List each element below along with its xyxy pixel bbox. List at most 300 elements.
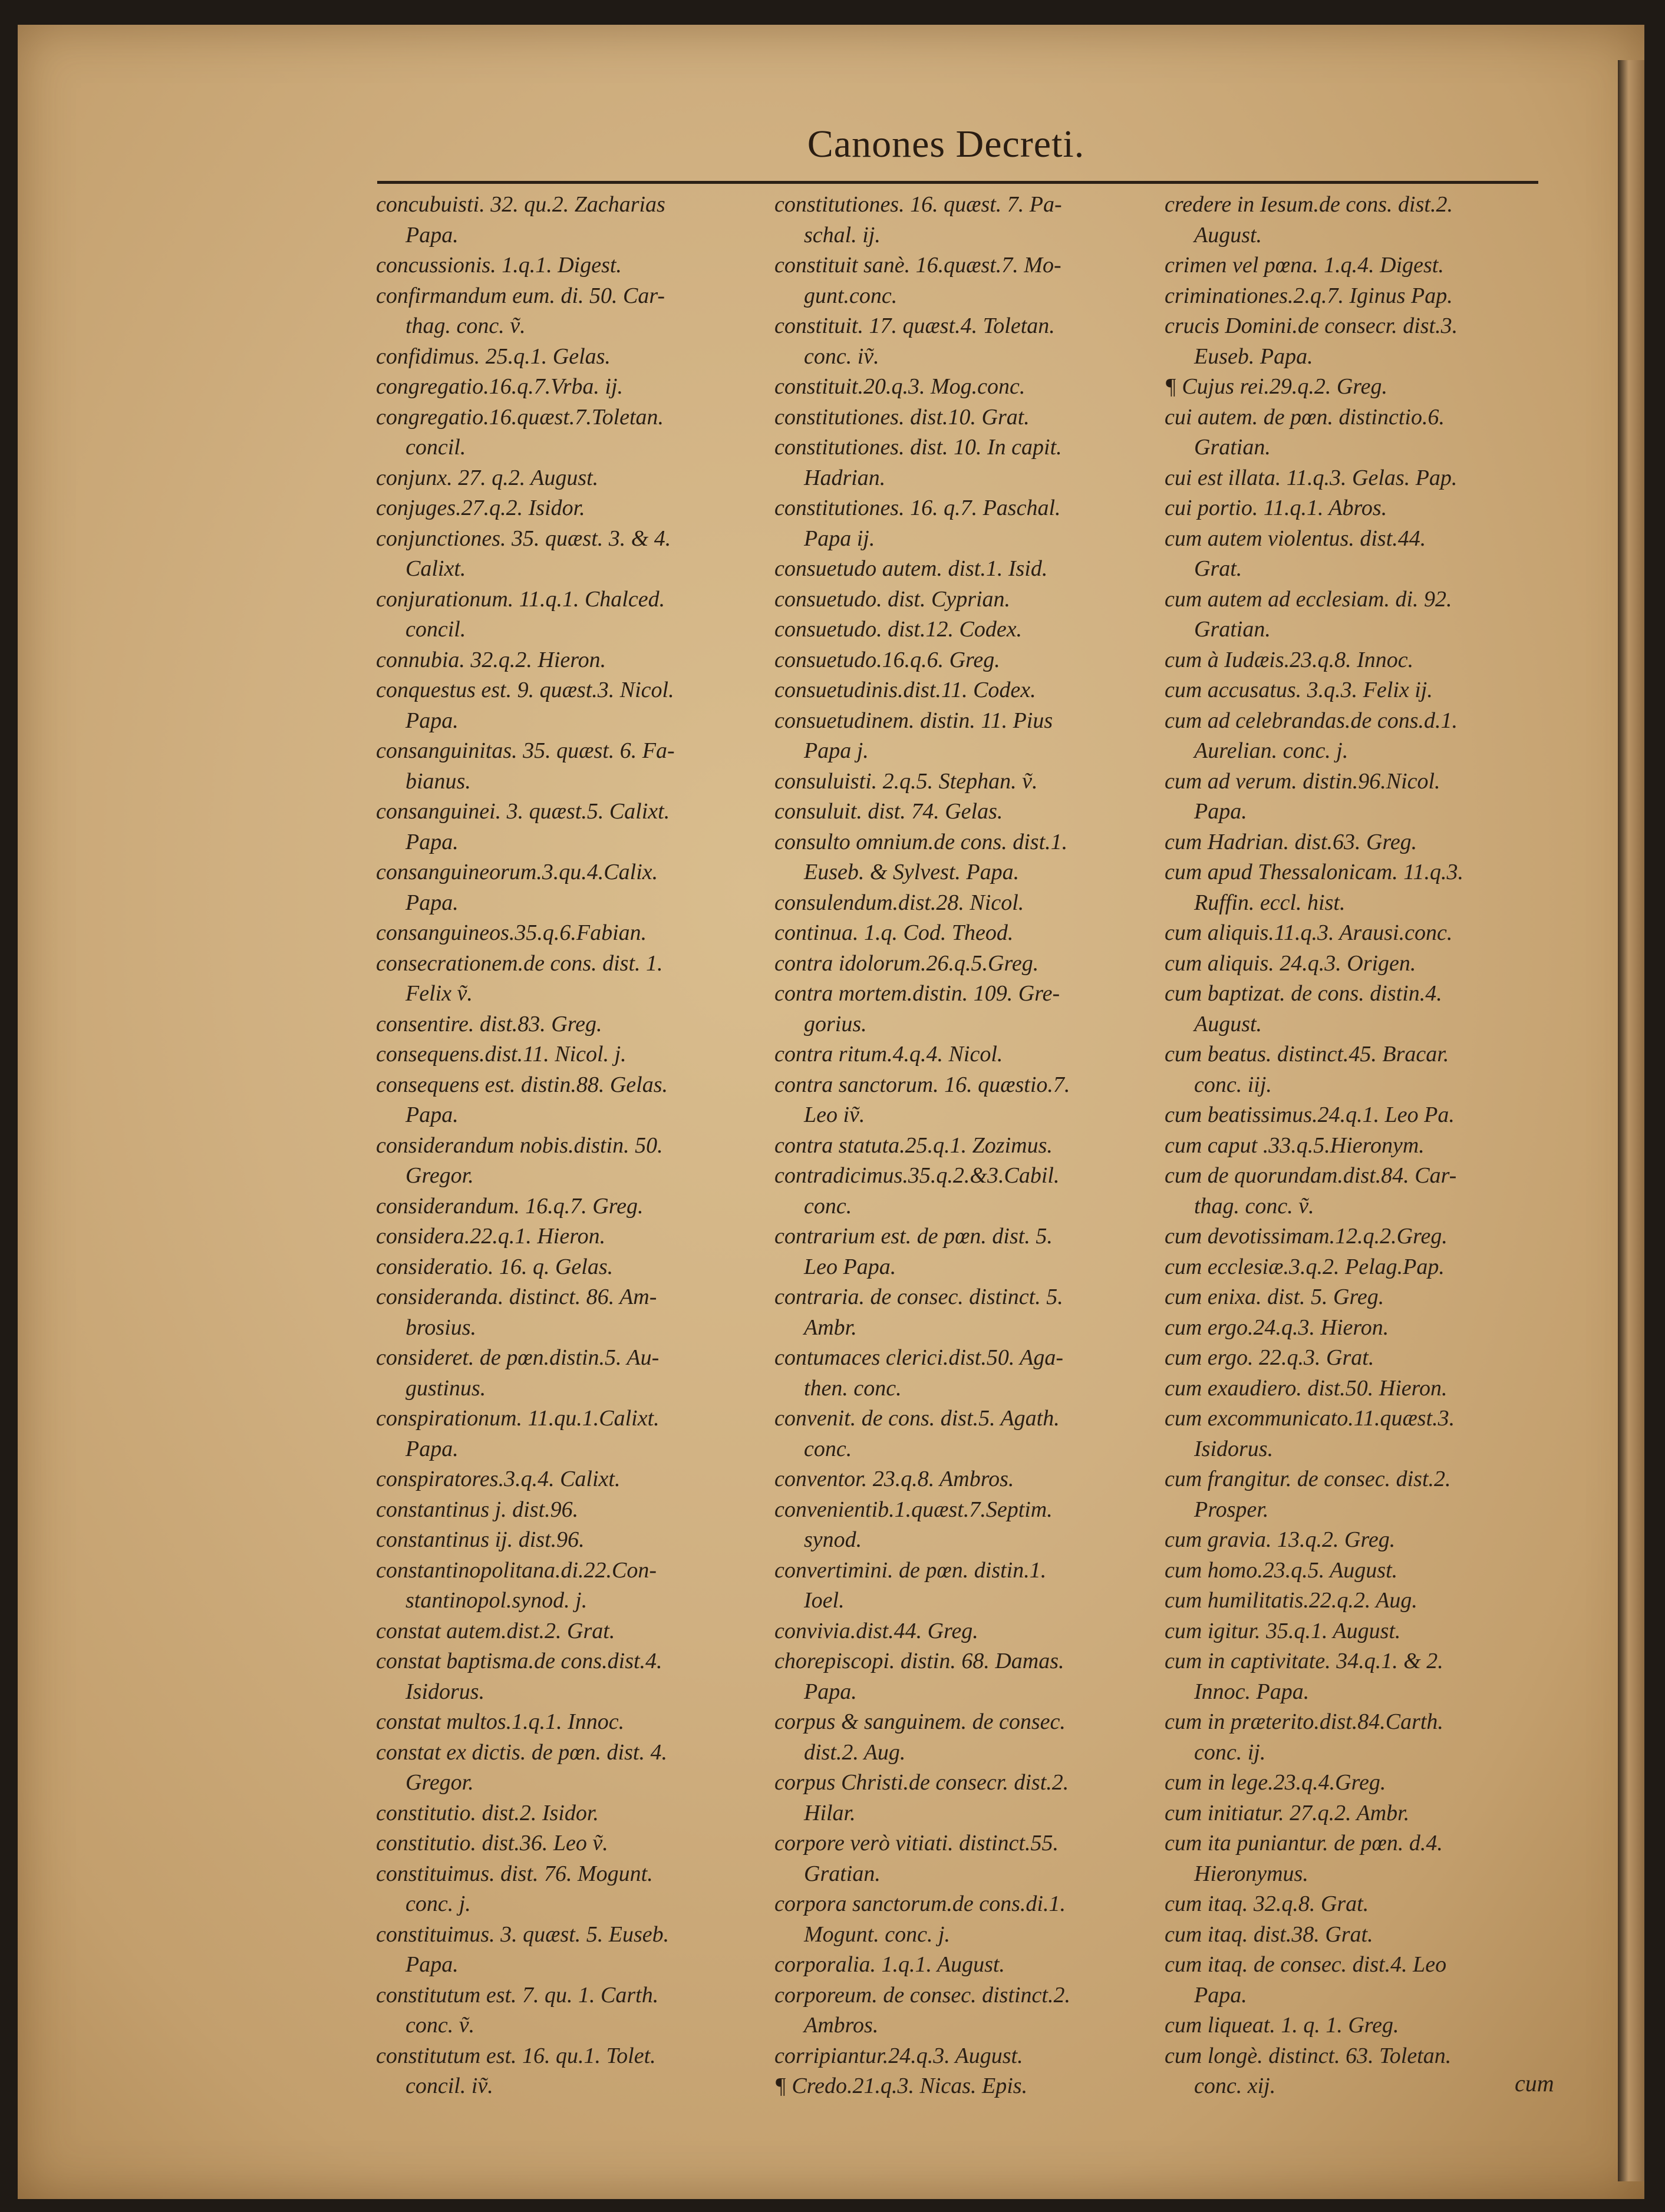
entry-line: consequens.dist.11. Nicol. j.	[376, 1042, 627, 1067]
entry-line: constituimus. 3. quæst. 5. Euseb.	[376, 1922, 670, 1947]
entry-line: convertimini. de pœn. distin.1.	[774, 1557, 1047, 1583]
index-entry	[376, 1495, 765, 1526]
index-entry	[774, 1161, 1163, 1221]
entry-line: constantinus j. dist.96.	[376, 1497, 579, 1522]
entry-continuation: Papa.	[1194, 799, 1247, 824]
index-entry	[376, 949, 765, 1009]
index-entry	[1165, 1768, 1554, 1798]
entry-line: consuetudo.16.q.6. Greg.	[774, 647, 1000, 672]
index-entry	[1165, 1556, 1554, 1586]
entry-line: cum in præterito.dist.84.Carth.	[1165, 1709, 1443, 1734]
entry-line: convenientib.1.quæst.7.Septim.	[774, 1497, 1053, 1522]
entry-line: constitutiones. 16. quæst. 7. Pa-	[774, 192, 1062, 217]
index-entry	[376, 342, 765, 372]
entry-continuation: schal. ij.	[804, 222, 881, 247]
index-entry	[774, 767, 1163, 797]
entry-line: corpora sanctorum.de cons.di.1.	[774, 1891, 1066, 1916]
index-entry	[376, 675, 765, 736]
entry-line: considerandum nobis.distin. 50.	[376, 1133, 663, 1158]
entry-line: cum devotissimam.12.q.2.Greg.	[1165, 1224, 1448, 1249]
entry-line: consanguineorum.3.qu.4.Calix.	[376, 860, 658, 884]
entry-line: constantinopolitana.di.22.Con-	[376, 1557, 657, 1583]
index-entry	[1165, 706, 1554, 767]
entry-line: consanguinitas. 35. quæst. 6. Fa-	[376, 738, 675, 763]
entry-continuation: August.	[1194, 1011, 1262, 1036]
entry-line: cum aliquis. 24.q.3. Origen.	[1165, 950, 1416, 976]
index-entry	[376, 1191, 765, 1222]
index-entry	[774, 585, 1163, 615]
index-entry	[1165, 675, 1554, 706]
entry-continuation: gunt.conc.	[804, 283, 898, 308]
index-entry	[1165, 1707, 1554, 1768]
entry-line: conquestus est. 9. quæst.3. Nicol.	[376, 678, 674, 702]
index-column-left	[376, 190, 765, 2102]
index-entry	[774, 433, 1163, 493]
book-page	[18, 25, 1644, 2199]
index-entry	[774, 311, 1163, 372]
entry-continuation: Papa.	[804, 1679, 857, 1704]
entry-continuation: brosius.	[405, 1315, 477, 1340]
entry-continuation: Papa.	[405, 1102, 459, 1127]
entry-line: cum initiatur. 27.q.2. Ambr.	[1165, 1800, 1410, 1825]
entry-line: constat autem.dist.2. Grat.	[376, 1618, 615, 1643]
index-entry	[1165, 1950, 1554, 2010]
entry-line: consideratio. 16. q. Gelas.	[376, 1254, 614, 1279]
index-entry	[376, 918, 765, 949]
entry-line: consecrationem.de cons. dist. 1.	[376, 950, 663, 976]
entry-line: consulendum.dist.28. Nicol.	[774, 890, 1024, 915]
entry-line: cum beatus. distinct.45. Bracar.	[1165, 1042, 1449, 1067]
index-entry	[1165, 979, 1554, 1039]
entry-line: cum ad celebrandas.de cons.d.1.	[1165, 708, 1458, 733]
entry-line: cum excommunicato.11.quæst.3.	[1165, 1406, 1455, 1431]
entry-line: considera.22.q.1. Hieron.	[376, 1224, 606, 1249]
entry-line: consuetudinem. distin. 11. Pius	[774, 708, 1053, 733]
index-entry	[1165, 857, 1554, 918]
entry-continuation: Ioel.	[804, 1588, 845, 1613]
entry-line: criminationes.2.q.7. Iginus Pap.	[1165, 283, 1453, 308]
entry-line: cum Hadrian. dist.63. Greg.	[1165, 829, 1417, 854]
index-entry	[774, 1282, 1163, 1343]
index-entry	[1165, 1100, 1554, 1131]
index-entry	[1165, 2010, 1554, 2041]
entry-line: cum caput .33.q.5.Hieronym.	[1165, 1133, 1425, 1158]
entry-line: corpore verò vitiati. distinct.55.	[774, 1831, 1059, 1856]
index-entry	[1165, 1525, 1554, 1556]
entry-line: conjunctiones. 35. quæst. 3. & 4.	[376, 526, 671, 551]
entry-line: cum ergo.24.q.3. Hieron.	[1165, 1315, 1389, 1340]
entry-line: connubia. 32.q.2. Hieron.	[376, 647, 606, 672]
entry-line: cum homo.23.q.5. August.	[1165, 1557, 1398, 1583]
index-entry	[774, 1039, 1163, 1070]
index-entry	[376, 645, 765, 676]
index-entry	[774, 615, 1163, 645]
index-entry	[1165, 1404, 1554, 1464]
entry-continuation: Grat.	[1194, 556, 1242, 581]
index-entry	[1165, 1252, 1554, 1283]
entry-continuation: Innoc. Papa.	[1194, 1679, 1310, 1704]
entry-continuation: Gregor.	[405, 1770, 474, 1795]
entry-line: cum frangitur. de consec. dist.2.	[1165, 1467, 1451, 1491]
index-entry	[774, 1404, 1163, 1464]
entry-line: convivia.dist.44. Greg.	[774, 1618, 978, 1643]
entry-continuation: Papa.	[405, 708, 459, 733]
entry-continuation: Papa.	[405, 890, 459, 915]
entry-line: cui portio. 11.q.1. Abros.	[1165, 496, 1387, 520]
entry-continuation: conc. ij.	[1194, 1739, 1266, 1765]
entry-line: cum ad verum. distin.96.Nicol.	[1165, 768, 1440, 794]
entry-line: consanguinei. 3. quæst.5. Calixt.	[376, 799, 670, 824]
entry-line: ¶ Credo.21.q.3. Nicas. Epis.	[774, 2074, 1028, 2098]
entry-continuation: dist.2. Aug.	[804, 1739, 906, 1765]
entry-line: congregatio.16.q.7.Vrba. ij.	[376, 374, 624, 399]
entry-line: credere in Iesum.de cons. dist.2.	[1165, 192, 1453, 217]
entry-line: constat baptisma.de cons.dist.4.	[376, 1649, 662, 1673]
entry-line: corpus Christi.de consecr. dist.2.	[774, 1770, 1069, 1795]
index-entry	[376, 585, 765, 645]
entry-line: contradicimus.35.q.2.&3.Cabil.	[774, 1163, 1060, 1188]
entry-line: contumaces clerici.dist.50. Aga-	[774, 1345, 1064, 1370]
index-entry	[1165, 1464, 1554, 1525]
index-entry	[774, 706, 1163, 767]
entry-line: conjurationum. 11.q.1. Chalced.	[376, 586, 665, 612]
entry-line: cum accusatus. 3.q.3. Felix ij.	[1165, 678, 1433, 702]
index-entry	[1165, 645, 1554, 676]
index-entry	[774, 1616, 1163, 1647]
entry-line: conjunx. 27. q.2. August.	[376, 465, 599, 490]
entry-line: contra idolorum.26.q.5.Greg.	[774, 950, 1039, 976]
index-entry	[774, 493, 1163, 554]
index-entry	[774, 797, 1163, 827]
index-column-right	[1165, 190, 1554, 2102]
index-entry	[376, 1131, 765, 1191]
entry-continuation: Ambros.	[804, 2013, 879, 2038]
index-entry	[1165, 1616, 1554, 1647]
entry-line: cum apud Thessalonicam. 11.q.3.	[1165, 860, 1463, 884]
index-entry	[774, 190, 1163, 250]
index-entry	[1165, 585, 1554, 645]
entry-line: crimen vel pœna. 1.q.4. Digest.	[1165, 253, 1444, 278]
index-entry	[376, 402, 765, 463]
entry-line: constantinus ij. dist.96.	[376, 1527, 585, 1552]
index-entry	[376, 190, 765, 250]
entry-line: concussionis. 1.q.1. Digest.	[376, 253, 622, 278]
entry-line: cum itaq. de consec. dist.4. Leo	[1165, 1952, 1447, 1977]
entry-line: cum autem ad ecclesiam. di. 92.	[1165, 586, 1452, 612]
entry-line: congregatio.16.quæst.7.Toletan.	[376, 404, 664, 430]
entry-continuation: conc.	[804, 1436, 852, 1461]
entry-continuation: Calixt.	[405, 556, 466, 581]
header-rule	[377, 181, 1538, 184]
index-entry	[1165, 524, 1554, 585]
entry-line: constat multos.1.q.1. Innoc.	[376, 1709, 625, 1734]
catchword: cum	[1515, 2070, 1554, 2097]
index-entry	[376, 1282, 765, 1343]
entry-line: cum baptizat. de cons. distin.4.	[1165, 981, 1442, 1006]
entry-line: constitutio. dist.36. Leo ṽ.	[376, 1831, 608, 1856]
entry-line: cum autem violentus. dist.44.	[1165, 526, 1426, 551]
entry-continuation: Leo Papa.	[804, 1254, 896, 1279]
index-entry	[376, 797, 765, 857]
index-entry	[774, 1889, 1163, 1950]
entry-continuation: Gratian.	[1194, 617, 1271, 642]
entry-continuation: Papa.	[405, 1952, 459, 1977]
entry-continuation: thag. conc. ṽ.	[405, 313, 526, 338]
index-entry	[1165, 918, 1554, 949]
index-entry	[376, 250, 765, 281]
index-entry	[774, 645, 1163, 676]
entry-continuation: Gratian.	[804, 1861, 881, 1886]
entry-line: cum ecclesiæ.3.q.2. Pelag.Pap.	[1165, 1254, 1445, 1279]
entry-continuation: concil. iṽ.	[405, 2074, 493, 2098]
entry-continuation: conc. j.	[405, 1891, 471, 1916]
entry-line: conventor. 23.q.8. Ambros.	[774, 1467, 1014, 1491]
index-entry	[1165, 1798, 1554, 1829]
entry-line: consideranda. distinct. 86. Am-	[376, 1285, 657, 1309]
index-entry	[376, 1221, 765, 1252]
entry-continuation: then. conc.	[804, 1375, 902, 1401]
entry-continuation: gustinus.	[405, 1375, 486, 1401]
entry-line: cum humilitatis.22.q.2. Aug.	[1165, 1588, 1417, 1613]
entry-continuation: Hilar.	[804, 1800, 856, 1825]
index-entry	[376, 1616, 765, 1647]
entry-continuation: conc. ṽ.	[405, 2013, 475, 2038]
entry-line: cum ita puniantur. de pœn. d.4.	[1165, 1831, 1443, 1856]
index-entry	[376, 493, 765, 524]
entry-line: constitutum est. 16. qu.1. Tolet.	[376, 2043, 656, 2068]
entry-line: consuetudo. dist. Cyprian.	[774, 586, 1011, 612]
entry-line: contra statuta.25.q.1. Zozimus.	[774, 1133, 1053, 1158]
index-entry	[774, 2041, 1163, 2072]
entry-line: consanguineos.35.q.6.Fabian.	[376, 920, 647, 945]
entry-line: consideret. de pœn.distin.5. Au-	[376, 1345, 660, 1370]
entry-continuation: conc. xij.	[1194, 2074, 1276, 2098]
index-entry	[1165, 949, 1554, 979]
index-entry	[1165, 1920, 1554, 1950]
entry-line: chorepiscopi. distin. 68. Damas.	[774, 1649, 1064, 1673]
entry-line: crucis Domini.de consecr. dist.3.	[1165, 313, 1458, 338]
entry-line: cum longè. distinct. 63. Toletan.	[1165, 2043, 1452, 2068]
entry-continuation: Euseb. & Sylvest. Papa.	[804, 860, 1020, 884]
entry-line: cum de quorundam.dist.84. Car-	[1165, 1163, 1457, 1188]
entry-continuation: Mogunt. conc. j.	[804, 1922, 951, 1947]
entry-line: constituit. 17. quæst.4. Toletan.	[774, 313, 1055, 338]
entry-line: confidimus. 25.q.1. Gelas.	[376, 344, 611, 369]
index-entry	[1165, 1828, 1554, 1889]
index-entry	[376, 2041, 765, 2102]
index-entry	[1165, 1282, 1554, 1313]
entry-continuation: Felix ṽ.	[405, 981, 473, 1006]
index-entry	[1165, 311, 1554, 372]
entry-continuation: concil.	[405, 617, 466, 642]
index-entry	[376, 1859, 765, 1920]
index-entry	[774, 1495, 1163, 1556]
entry-line: cui autem. de pœn. distinctio.6.	[1165, 404, 1445, 430]
index-entry	[774, 1828, 1163, 1889]
index-entry	[774, 979, 1163, 1039]
index-entry	[1165, 1313, 1554, 1343]
entry-line: continua. 1.q. Cod. Theod.	[774, 920, 1014, 945]
entry-line: consulto omnium.de cons. dist.1.	[774, 829, 1068, 854]
index-entry	[376, 524, 765, 585]
index-entry	[376, 463, 765, 494]
index-entry	[774, 372, 1163, 402]
index-entry	[1165, 190, 1554, 250]
index-entry	[774, 1131, 1163, 1161]
index-entry	[1165, 281, 1554, 312]
index-entry	[376, 1920, 765, 1980]
index-entry	[376, 1525, 765, 1556]
index-entry	[376, 1252, 765, 1283]
entry-line: constituimus. dist. 76. Mogunt.	[376, 1861, 653, 1886]
entry-line: constituit.20.q.3. Mog.conc.	[774, 374, 1026, 399]
index-entry	[1165, 1374, 1554, 1404]
entry-line: conjuges.27.q.2. Isidor.	[376, 496, 585, 520]
index-entry	[1165, 1161, 1554, 1221]
entry-line: constitutio. dist.2. Isidor.	[376, 1800, 599, 1825]
index-entry	[1165, 2041, 1554, 2102]
entry-continuation: Hieronymus.	[1194, 1861, 1308, 1886]
entry-line: cum igitur. 35.q.1. August.	[1165, 1618, 1401, 1643]
entry-line: cum in lege.23.q.4.Greg.	[1165, 1770, 1386, 1795]
next-page-edge	[1618, 60, 1644, 2181]
index-entry	[1165, 493, 1554, 524]
entry-continuation: synod.	[804, 1527, 862, 1552]
entry-line: consuetudo. dist.12. Codex.	[774, 617, 1023, 642]
index-entry	[1165, 250, 1554, 281]
entry-line: consentire. dist.83. Greg.	[376, 1011, 602, 1036]
index-entry	[1165, 1586, 1554, 1616]
entry-line: ¶ Cujus rei.29.q.2. Greg.	[1165, 374, 1388, 399]
entry-continuation: conc. iij.	[1194, 1072, 1272, 1097]
entry-continuation: thag. conc. ṽ.	[1194, 1193, 1314, 1219]
entry-continuation: Papa.	[405, 1436, 459, 1461]
entry-continuation: Papa.	[1194, 1982, 1247, 2008]
page-header	[354, 98, 1538, 187]
entry-continuation: Ambr.	[804, 1315, 857, 1340]
index-entry	[1165, 463, 1554, 494]
entry-line: contra mortem.distin. 109. Gre-	[774, 981, 1060, 1006]
index-entry	[376, 1464, 765, 1495]
entry-continuation: Euseb. Papa.	[1194, 344, 1313, 369]
index-entry	[376, 1556, 765, 1616]
index-entry	[774, 1343, 1163, 1404]
entry-line: cum itaq. dist.38. Grat.	[1165, 1922, 1373, 1947]
index-entry	[1165, 1039, 1554, 1100]
index-entry	[774, 918, 1163, 949]
entry-line: cum exaudiero. dist.50. Hieron.	[1165, 1375, 1448, 1401]
index-entry	[376, 1828, 765, 1859]
entry-line: constitutiones. dist.10. Grat.	[774, 404, 1030, 430]
entry-line: constat ex dictis. de pœn. dist. 4.	[376, 1739, 667, 1765]
index-entry	[376, 1798, 765, 1829]
entry-continuation: conc. iṽ.	[804, 344, 879, 369]
entry-line: contra ritum.4.q.4. Nicol.	[774, 1042, 1003, 1067]
index-entry	[774, 949, 1163, 979]
entry-line: consequens est. distin.88. Gelas.	[376, 1072, 668, 1097]
entry-continuation: Isidorus.	[1194, 1436, 1274, 1461]
entry-line: confirmandum eum. di. 50. Car-	[376, 283, 665, 308]
entry-line: cum ergo. 22.q.3. Grat.	[1165, 1345, 1374, 1370]
index-entry	[376, 1738, 765, 1798]
entry-line: corporeum. de consec. distinct.2.	[774, 1982, 1070, 2008]
entry-line: constituit sanè. 16.quæst.7. Mo-	[774, 253, 1061, 278]
index-entry	[774, 1768, 1163, 1828]
index-entry	[376, 1009, 765, 1040]
entry-continuation: stantinopol.synod. j.	[405, 1588, 588, 1613]
index-entry	[1165, 1343, 1554, 1374]
entry-continuation: Isidorus.	[405, 1679, 485, 1704]
entry-line: convenit. de cons. dist.5. Agath.	[774, 1406, 1060, 1431]
index-entry	[774, 2071, 1163, 2102]
index-entry	[774, 250, 1163, 311]
index-entry	[376, 857, 765, 918]
entry-line: cum in captivitate. 34.q.1. & 2.	[1165, 1649, 1443, 1673]
index-entry	[774, 1556, 1163, 1616]
entry-continuation: Papa.	[405, 829, 459, 854]
index-entry	[376, 1980, 765, 2041]
entry-continuation: Ruffin. eccl. hist.	[1194, 890, 1346, 915]
entry-continuation: Papa ij.	[804, 526, 875, 551]
index-entry	[774, 888, 1163, 919]
index-entry	[376, 736, 765, 797]
entry-continuation: Hadrian.	[804, 465, 886, 490]
entry-continuation: August.	[1194, 222, 1262, 247]
entry-line: cui est illata. 11.q.3. Gelas. Pap.	[1165, 465, 1458, 490]
index-column-middle	[774, 190, 1163, 2102]
entry-line: consuetudinis.dist.11. Codex.	[774, 678, 1036, 702]
entry-line: consuluisti. 2.q.5. Stephan. ṽ.	[774, 768, 1038, 794]
index-entry	[376, 1404, 765, 1464]
index-entry	[774, 1221, 1163, 1282]
entry-continuation: Gratian.	[1194, 435, 1271, 460]
index-entry	[376, 1646, 765, 1707]
index-entry	[774, 1980, 1163, 2041]
entry-line: considerandum. 16.q.7. Greg.	[376, 1193, 644, 1219]
index-entry	[774, 1070, 1163, 1131]
index-entry	[1165, 1221, 1554, 1252]
entry-continuation: gorius.	[804, 1011, 867, 1036]
entry-line: consuluit. dist. 74. Gelas.	[774, 799, 1003, 824]
index-entry	[376, 372, 765, 402]
entry-continuation: Papa j.	[804, 738, 869, 763]
entry-line: concubuisti. 32. qu.2. Zacharias	[376, 192, 665, 217]
entry-continuation: Prosper.	[1194, 1497, 1269, 1522]
entry-line: conspiratores.3.q.4. Calixt.	[376, 1467, 621, 1491]
index-entry	[774, 827, 1163, 888]
index-entry	[1165, 1889, 1554, 1920]
running-title: Canones Decreti.	[807, 123, 1085, 166]
index-entry	[1165, 1131, 1554, 1161]
index-entry	[1165, 767, 1554, 827]
index-entry	[774, 1464, 1163, 1495]
index-entry	[1165, 402, 1554, 463]
index-entry	[774, 1950, 1163, 1980]
entry-continuation: conc.	[804, 1193, 852, 1219]
entry-line: cum à Iudæis.23.q.8. Innoc.	[1165, 647, 1414, 672]
index-entry	[376, 1707, 765, 1738]
entry-line: cum liqueat. 1. q. 1. Greg.	[1165, 2013, 1399, 2038]
entry-continuation: Leo iṽ.	[804, 1102, 865, 1127]
entry-line: cum enixa. dist. 5. Greg.	[1165, 1285, 1384, 1309]
entry-continuation: concil.	[405, 435, 466, 460]
entry-line: corripiantur.24.q.3. August.	[774, 2043, 1023, 2068]
entry-line: consuetudo autem. dist.1. Isid.	[774, 556, 1048, 581]
index-entry	[774, 554, 1163, 585]
entry-line: contra sanctorum. 16. quæstio.7.	[774, 1072, 1070, 1097]
entry-line: contraria. de consec. distinct. 5.	[774, 1285, 1063, 1309]
index-entry	[376, 281, 765, 342]
